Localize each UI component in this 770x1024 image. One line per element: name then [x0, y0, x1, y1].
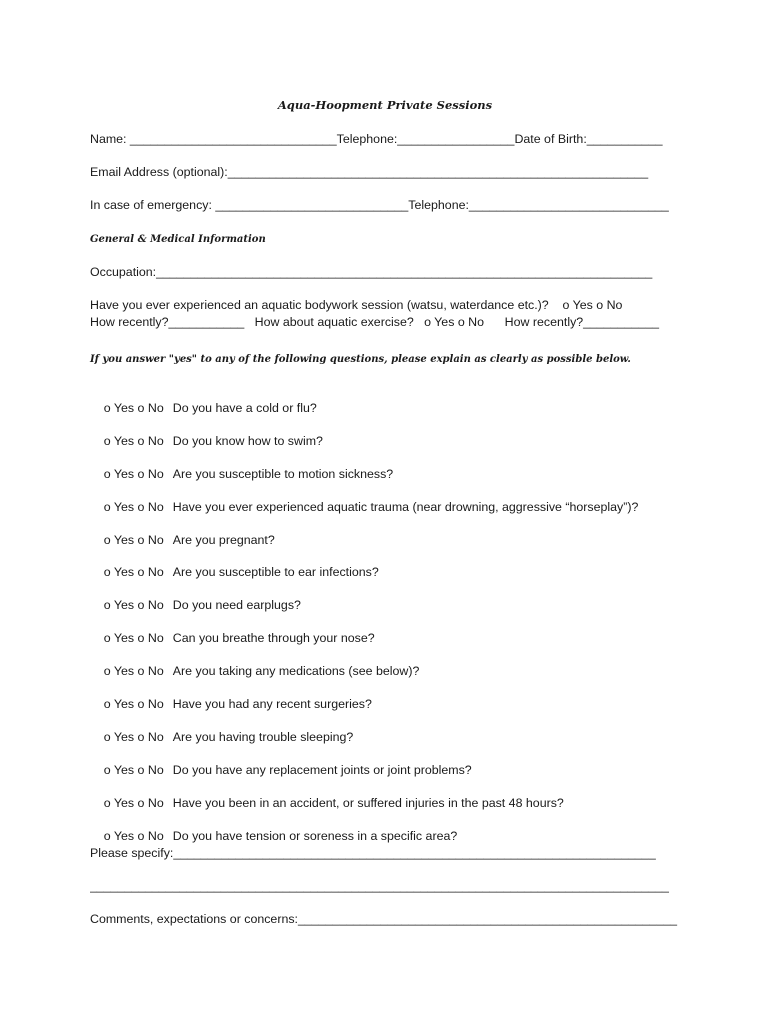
yes-no-options[interactable]: o Yes o No — [103, 401, 164, 415]
question-text: Are you pregnant? — [172, 533, 275, 547]
please-specify-field[interactable]: Please specify:______________________________________________________________________ — [90, 846, 656, 860]
name-telephone-dob-field[interactable]: Name: ______________________________Telephone:_________________Date of Birth:___________ — [90, 132, 663, 146]
question-text: Have you been in an accident, or suffered injuries in the past 48 hours? — [172, 796, 564, 810]
aquatic-bodywork-question[interactable]: Have you ever experienced an aquatic bodywork session (watsu, waterdance etc.)? o Yes o No — [90, 298, 623, 312]
question-text: Are you susceptible to ear infections? — [172, 565, 379, 579]
question-text: Have you ever experienced aquatic trauma (near drowning, aggressive “horseplay”)? — [172, 500, 639, 514]
questions-instruction-heading: If you answer "yes" to any of the following questions, please explain as clearly as possible below. — [90, 354, 631, 365]
yes-no-options[interactable]: o Yes o No — [103, 664, 164, 678]
yes-no-options[interactable]: o Yes o No — [103, 598, 164, 612]
general-medical-heading: General & Medical Information — [90, 234, 266, 245]
yes-no-options[interactable]: o Yes o No — [103, 467, 164, 481]
question-text: Have you had any recent surgeries? — [172, 697, 372, 711]
form-title: Aqua-Hoopment Private Sessions — [277, 98, 493, 112]
question-text: Do you have any replacement joints or joint problems? — [172, 763, 472, 777]
yes-no-options[interactable]: o Yes o No — [103, 829, 164, 843]
yes-no-options[interactable]: o Yes o No — [103, 763, 164, 777]
specify-continuation-line[interactable]: ____________________________________________________________________________________ — [90, 879, 669, 893]
aquatic-recently-question[interactable]: How recently?___________ How about aquatic exercise? o Yes o No How recently?___________ — [90, 315, 659, 329]
question-text: Do you have a cold or flu? — [172, 401, 317, 415]
email-field[interactable]: Email Address (optional):_____________________________________________________________ — [90, 165, 649, 179]
emergency-contact-field[interactable]: In case of emergency: ____________________________Telephone:_____________________________ — [90, 198, 669, 212]
question-text: Do you have tension or soreness in a specific area? — [172, 829, 458, 843]
yes-no-options[interactable]: o Yes o No — [103, 697, 164, 711]
yes-no-options[interactable]: o Yes o No — [103, 631, 164, 645]
yes-no-options[interactable]: o Yes o No — [103, 730, 164, 744]
question-text: Can you breathe through your nose? — [172, 631, 375, 645]
question-text: Do you need earplugs? — [172, 598, 301, 612]
yes-no-options[interactable]: o Yes o No — [103, 533, 164, 547]
question-text: Do you know how to swim? — [172, 434, 323, 448]
question-text: Are you having trouble sleeping? — [172, 730, 354, 744]
comments-field[interactable]: Comments, expectations or concerns:_______________________________________________________ — [90, 912, 677, 926]
yes-no-options[interactable]: o Yes o No — [103, 796, 164, 810]
occupation-field[interactable]: Occupation:________________________________________________________________________ — [90, 265, 653, 279]
question-text: Are you susceptible to motion sickness? — [172, 467, 394, 481]
yes-no-options[interactable]: o Yes o No — [103, 500, 164, 514]
yes-no-options[interactable]: o Yes o No — [103, 565, 164, 579]
yes-no-options[interactable]: o Yes o No — [103, 434, 164, 448]
question-text: Are you taking any medications (see below)? — [172, 664, 420, 678]
